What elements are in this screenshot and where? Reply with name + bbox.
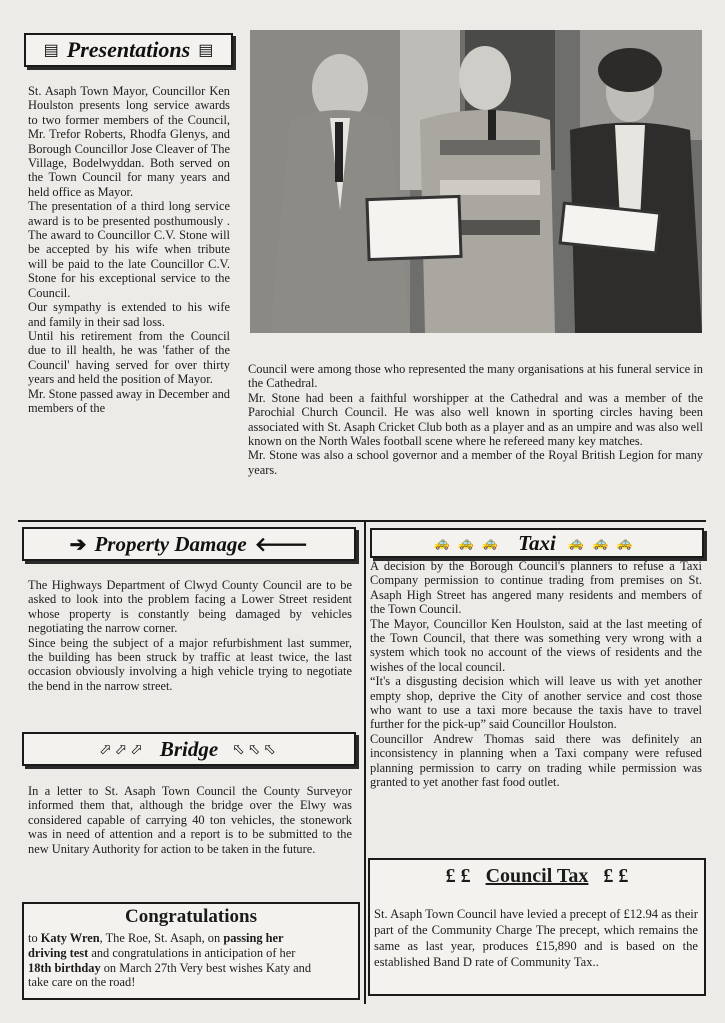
arrows-up-left-icon: ⬁⬁⬁ — [232, 741, 279, 758]
bridge-heading-box — [22, 732, 356, 766]
congratulations-bold-text: 18th birthday — [28, 960, 101, 975]
property-damage-title: Property Damage — [94, 531, 247, 556]
taxi-body — [370, 559, 702, 790]
congratulations-line — [28, 975, 354, 990]
pound-icon: £ £ — [445, 865, 471, 887]
presentations-paragraph: Mr. Stone was also a school governor and a member of the Royal British Legion for many years. — [248, 448, 703, 477]
taxi-paragraph: Councillor Andrew Thomas said there was definitely an inconsistency in planning when a Taxi company were refused planning permission to carry on trading while permission was granted to yet another fast food outlet. — [370, 731, 702, 790]
congratulations-text: on March 27th Very best wishes Katy and — [100, 960, 312, 975]
presentations-left-column — [28, 84, 230, 415]
presentations-paragraph: Until his retirement from the Council due to ill health, he was 'father of the Council' having served for over thirty years and held the position of Mayor. — [28, 328, 230, 387]
council-tax-paragraph: St. Asaph Town Council have levied a precept of £12.94 as their part of the Community Charge The precept, which remains the same as last year, produces £15,890 and is based on the established Band D rate of Community Tax.. — [374, 907, 698, 969]
arrow-left-icon: 🡐 — [254, 533, 309, 556]
car-icon: 🚕🚕🚕 — [433, 535, 507, 550]
council-tax-body — [374, 906, 698, 970]
property-damage-paragraph: The Highways Department of Clwyd County Council are to be asked to look into the problem facing a Lower Street resident whose property is constantly being damaged by vehicles negotiating the narrow corner. — [28, 578, 352, 636]
congratulations-bold-text: passing her — [223, 931, 284, 945]
horizontal-divider — [18, 520, 706, 522]
presentations-paragraph: Mr. Stone passed away in December and members of the — [28, 386, 230, 415]
taxi-paragraph: The Mayor, Councillor Ken Houlston, said at the last meeting of the Town Council, that there was something very wrong with a system which took no account of the views of residents and the wishes of the local council. — [370, 616, 702, 674]
taxi-paragraph: “It's a disgusting decision which will leave us with yet another empty shop, deprive the City of another service and cost those who want to use a taxi more because the taxis have to travel further for the pick-up” said Councillor Houlston. — [370, 674, 702, 732]
congratulations-text: take care on the road! — [28, 975, 136, 990]
vertical-divider — [364, 522, 366, 1004]
property-damage-body — [28, 578, 352, 693]
congratulations-bold-text: Katy Wren — [40, 931, 100, 945]
document-icon: ▤ — [198, 42, 214, 59]
taxi-paragraph: A decision by the Borough Council's planners to refuse a Taxi Company permission to continue trading from premises on St. Asaph High Street has angered many residents and members of the Town Council. — [370, 559, 702, 617]
presentations-right-column — [248, 362, 703, 477]
car-icon: 🚕🚕🚕 — [567, 535, 641, 550]
council-tax-title: Council Tax — [485, 865, 589, 887]
congratulations-body — [28, 931, 354, 990]
presentations-title: Presentations — [66, 37, 191, 62]
document-icon: ▤ — [43, 42, 59, 59]
congratulations-text: , The Roe, St. Asaph, on — [99, 931, 224, 945]
congratulations-line — [28, 931, 354, 946]
council-tax-heading — [368, 865, 706, 888]
arrows-up-right-icon: ⬀⬀⬀ — [99, 741, 146, 758]
congratulations-text: to — [28, 931, 41, 945]
congratulations-line — [28, 961, 354, 976]
congratulations-bold-text: driving test — [28, 945, 89, 960]
taxi-heading-box — [370, 528, 704, 558]
property-damage-paragraph: Since being the subject of a major refurbishment last summer, the building has been struck by traffic at least twice, the last occasion obviously involving a high vehicle trying to negotiate the bend in the narrow street. — [28, 635, 352, 693]
congratulations-line — [28, 946, 354, 961]
presentations-paragraph: St. Asaph Town Mayor, Councillor Ken Houlston presents long service awards to two former members of the Council, Mr. Trefor Roberts, Rhodfa Glenys, and Borough Councillor Jose Cleaver of The Village, Bodelwyddan. Both served on the Town Council for many years and held office as Mayor. — [28, 84, 230, 199]
presentation-photo — [250, 30, 702, 333]
pound-icon: £ £ — [603, 865, 629, 887]
presentations-paragraph: Our sympathy is extended to his wife and family in their sad loss. — [28, 300, 230, 329]
bridge-paragraph: In a letter to St. Asaph Town Council the County Surveyor informed them that, although the bridge over the Elwy was considered capable of carrying 40 ton vehicles, the stonework was in need of attention and a report is to be submitted to the new Unitary Authority for action to be taken in the future. — [28, 784, 352, 856]
bridge-body — [28, 784, 352, 856]
congratulations-title: Congratulations — [125, 906, 257, 927]
arrow-right-icon: ➔ — [69, 533, 87, 556]
taxi-title: Taxi — [518, 530, 556, 555]
property-damage-heading-box — [22, 527, 356, 561]
presentation-photo-graphic — [250, 30, 702, 333]
bridge-title: Bridge — [159, 736, 219, 761]
presentations-paragraph: Council were among those who represented the many organisations at his funeral service in the Cathedral. — [248, 362, 703, 391]
presentations-heading-box — [24, 33, 233, 67]
congratulations-text: and congratulations in anticipation of her — [88, 945, 296, 960]
congratulations-lines — [28, 931, 354, 990]
presentations-paragraph: The presentation of a third long service award is to be presented posthumously . The award to Councillor C.V. Stone will be accepted by his wife when tribute will be paid to the late Councillor C.V. Stone for his exceptional service to the Council. — [28, 199, 230, 300]
presentations-paragraph: Mr. Stone had been a faithful worshipper at the Cathedral and was a member of the Parochial Church Council. He was also well known in sporting circles having been associated with St. Asaph Cricket Club both as a player and as an umpire and was also well known on the North Wales football scene where he refereed many key matches. — [248, 390, 703, 449]
